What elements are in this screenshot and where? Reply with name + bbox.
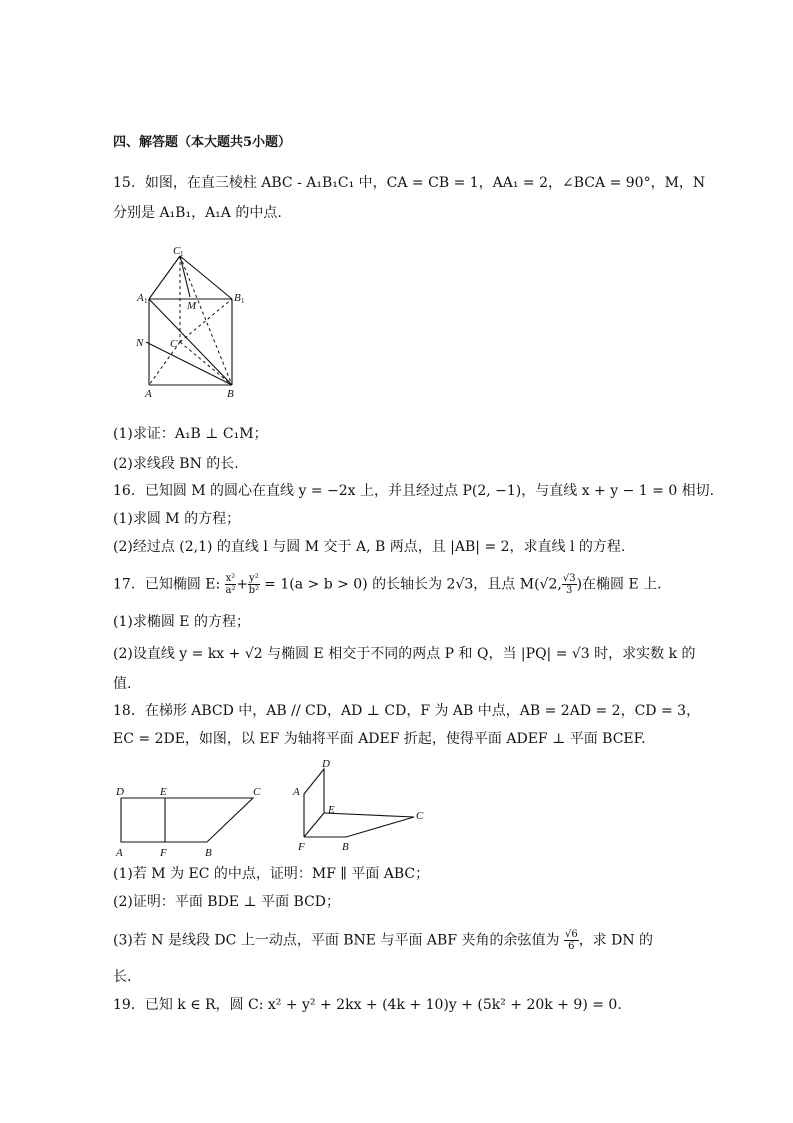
label-M: M (187, 300, 197, 312)
q17-stem-c: )在椭圆 E 上. (576, 576, 662, 593)
q17-frac-m (562, 573, 577, 596)
label-A1-sub: 1 (144, 297, 148, 305)
fold-label-E: E (328, 804, 335, 816)
q18-part3-frac-num: √6 (564, 929, 578, 940)
fold-label-B: B (342, 841, 349, 853)
q18-part1: (1)若 M 为 EC 的中点，证明：MF ∥ 平面 ABC； (113, 866, 430, 882)
fold-label-D: D (322, 758, 330, 770)
trap-label-C: C (253, 786, 261, 798)
label-C: C (170, 338, 178, 350)
trap-label-F: F (160, 847, 167, 859)
q16-stem: 16．已知圆 M 的圆心在直线 y = −2x 上，并且经过点 P(2, −1)，与直线 x + y − 1 = 0 相切. (113, 483, 715, 499)
q16-part1: (1)求圆 M 的方程； (113, 511, 241, 527)
q17-frac-x-den: a² (225, 585, 236, 596)
q17-part2-cont: 值. (113, 676, 132, 692)
trap-label-B: B (205, 847, 212, 859)
q15-part2: (2)求线段 BN 的长. (113, 456, 239, 472)
q18-part3-b: ，求 DN 的 (578, 932, 654, 949)
label-C1: C (173, 245, 181, 257)
q18-part2: (2)证明：平面 BDE ⊥ 平面 BCD； (113, 894, 341, 910)
q17-frac-m-num: √3 (562, 573, 576, 584)
label-N: N (136, 337, 144, 349)
fold-label-C: C (416, 810, 424, 822)
q18-part3-frac (564, 929, 579, 952)
q18-part3-frac-den: 6 (568, 941, 575, 952)
fold-label-A: A (293, 786, 300, 798)
trap-label-A: A (116, 847, 123, 859)
trap-label-D: D (116, 786, 124, 798)
fold-label-F: F (298, 841, 305, 853)
q17-frac-y-den: b² (248, 585, 260, 596)
label-C1-sub: 1 (180, 250, 184, 258)
label-B1: B (234, 292, 241, 304)
label-B: B (227, 388, 234, 400)
q17-part1: (1)求椭圆 E 的方程； (113, 614, 250, 630)
label-B1-sub: 1 (241, 297, 245, 305)
q19-stem: 19．已知 k ∈ R，圆 C: x² + y² + 2kx + (4k + 10)y + (5k² + 20k + 9) = 0. (113, 997, 622, 1013)
trapezoid-figure (113, 780, 273, 862)
q18-stem-line1: 18．在梯形 ABCD 中，AB // CD，AD ⊥ CD，F 为 AB 中点，AB = 2AD = 2，CD = 3， (113, 703, 701, 719)
q15-stem-line2: 分别是 A₁B₁，A₁A 的中点. (113, 205, 282, 221)
q18-part3-a: (3)若 N 是线段 DC 上一动点，平面 BNE 与平面 ABF 夹角的余弦值为 (113, 932, 560, 949)
q17-part2: (2)设直线 y = kx + √2 与椭圆 E 相交于不同的两点 P 和 Q，当 |PQ| = √3 时，求实数 k 的 (113, 646, 696, 662)
q17-stem-a: 17．已知椭圆 E: (113, 576, 221, 593)
q18-stem-line2: EC = 2DE，如图，以 EF 为轴将平面 ADEF 折起，使得平面 ADEF ⊥ 平面 BCEF. (113, 731, 646, 747)
trap-label-E: E (160, 786, 167, 798)
q17-frac-y-num: y² (249, 573, 259, 584)
folded-figure (290, 755, 440, 855)
q17-frac-y (248, 573, 260, 596)
label-A1: A (137, 292, 144, 304)
q17-frac-m-den: 3 (566, 585, 573, 596)
q17-frac-x-num: x² (225, 573, 236, 584)
q18-part3-cont: 长. (113, 969, 132, 985)
q16-part2: (2)经过点 (2,1) 的直线 l 与圆 M 交于 A, B 两点，且 |AB| = 2，求直线 l 的方程. (113, 539, 626, 555)
label-A: A (145, 388, 152, 400)
q15-stem-line1: 15．如图，在直三棱柱 ABC - A₁B₁C₁ 中，CA = CB = 1，AA₁ = 2，∠BCA = 90°，M，N (113, 175, 706, 191)
q18-part3 (113, 929, 653, 952)
q15-part1: (1)求证：A₁B ⊥ C₁M； (113, 426, 268, 442)
q17-stem-b: = 1(a > b > 0) 的长轴长为 2√3，且点 M(√2, (264, 576, 562, 593)
q17-frac-x (225, 573, 237, 596)
section-heading: 四、解答题（本大题共5小题） (113, 135, 292, 150)
q17-stem: 17．已知椭圆 E: $\frac{\text{x²}}{\text{a²}}$ + $\frac{\text{y²}}{\text{b²}}$ = 1(a > b > 0) 的长轴长为 2√3，且点 M(√2, $\frac{√3}{3}$ )在椭圆 E 上. (113, 573, 662, 596)
prism-figure (132, 245, 250, 400)
